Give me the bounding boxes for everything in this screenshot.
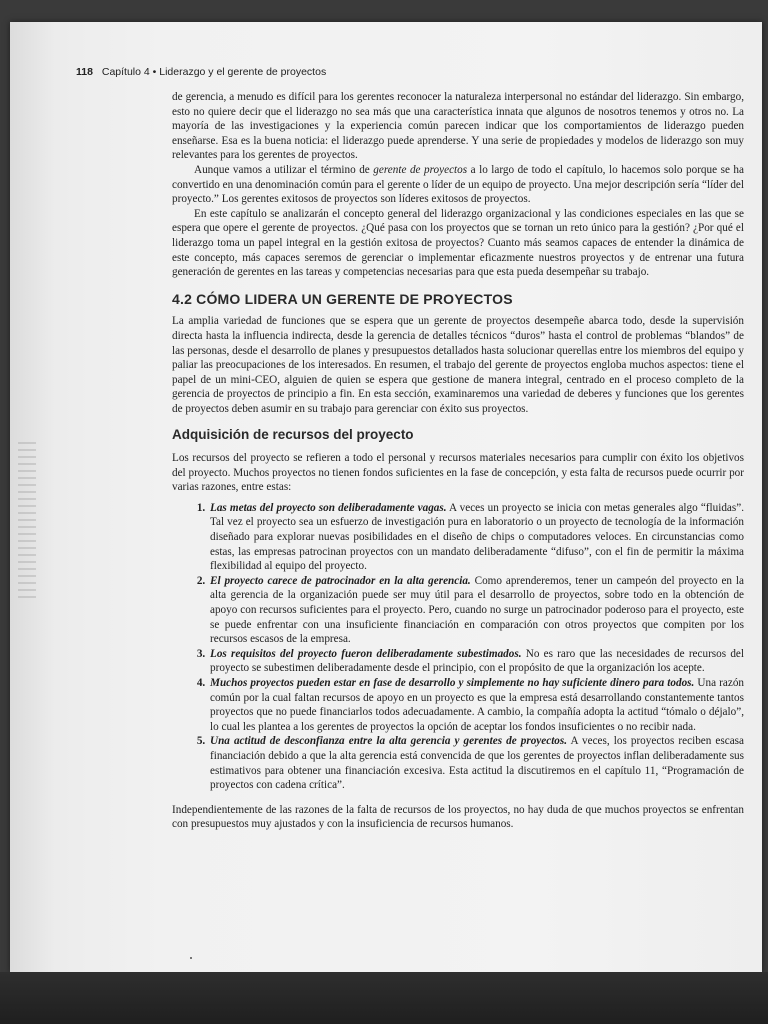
section-paragraph: La amplia variedad de funciones que se espera que un gerente de proyectos desempeñe abarca todo, desde la supervisión directa hasta la influencia indirecta, desde la gerencia de detalles técnicos “duros” hasta el control de problemas “blandos” de las personas, desde el desarrollo de planes y presupuestos detallados hasta solucionar querellas entre los miembros del equipo y paliar las preocupaciones de los interesados. En resumen, el trabajo del gerente de proyectos engloba muchos aspectos: tiene el papel de un mini-CEO, alguien de quien se espera que gestione de manera integral, centrado en el proceso completo de la gerencia de proyectos de principio a fin. En esta sección, examinaremos una variedad de deberes y funciones que los gerentes de proyectos deben asumir en su trabajo para gerenciar con éxito sus proyectos. <box>172 315 744 415</box>
list-item <box>208 676 744 734</box>
list-item-body: Como aprenderemos, tener un campeón del proyecto en la alta gerencia de la organización puede ser muy útil para el desarrollo de proyectos, sobre todo en la obtención de apoyo con recursos suficientes para el proyecto. Pero, cuando no surge un patrocinador poderoso para el proyecto, este se puede enfrentar con una insuficiente financiación en comparación con otros proyectos que compiten por los recursos escasos de la empresa. <box>210 574 744 646</box>
ink-speck <box>190 957 192 959</box>
book-page <box>10 22 762 972</box>
page-number: 118 <box>76 66 93 78</box>
list-item-heading: Una actitud de desconfianza entre la alta gerencia y gerentes de proyectos. <box>210 735 568 748</box>
list-item <box>208 647 744 676</box>
list-item <box>208 501 744 574</box>
closing-paragraph: Independientemente de las razones de la falta de recursos de los proyectos, no hay duda de que muchos proyectos se enfrentan con presupuestos muy ajustados y con la insuficiencia de recursos humanos. <box>172 803 744 831</box>
list-item-heading: Muchos proyectos pueden estar en fase de desarrollo y simplemente no hay suficiente dinero para todos. <box>210 676 695 689</box>
list-item-body: A veces un proyecto se inicia con metas generales algo “fluidas”. Tal vez el proyecto sea un esfuerzo de investigación pura en laboratorio o un proyecto de tecnología de la información diseñado para explorar nuevas posibilidades en el diseño de chips o computadores veloces. En circunstancias como estas, las empresas patrocinan proyectos con un mandato deliberadamente “difuso”, con el fin de permitir la máxima flexibilidad al equipo del proyecto. <box>210 501 744 573</box>
intro-paragraph-3: En este capítulo se analizarán el concepto general del liderazgo organizacional y las condiciones especiales en las que se espera que opere el gerente de proyectos. ¿Qué pasa con los proyectos que se tornan un reto único para la gestión? ¿Por qué el liderazgo toma un papel integral en la gestión exitosa de proyectos? Cuanto más seamos capaces de entender la dinámica de este concepto, más capaces seremos de gerenciar o implementar eficazmente nuestros proyectos y de entrenar una futura generación de gerentes en las tareas y competencias necesarias para que esta pueda desempeñar su trabajo. <box>172 207 744 279</box>
reasons-list <box>172 501 744 793</box>
list-item-heading: Las metas del proyecto son deliberadamente vagas. <box>210 501 447 514</box>
running-title: Capítulo 4 • Liderazgo y el gerente de proyectos <box>101 66 327 78</box>
subsection-paragraph: Los recursos del proyecto se refieren a todo el personal y recursos materiales necesarios para cumplir con éxito los objetivos del proyecto. Muchos proyectos no tienen fondos suficientes en la fase de concepción, y esta falta de recursos puede ocurrir por varias razones, entre estas: <box>172 452 744 494</box>
list-item <box>208 574 744 647</box>
intro-p2-text: Aunque vamos a utilizar el término de <box>194 163 374 176</box>
intro-p2-text-end: a lo largo de todo el capítulo, lo hacemos solo porque se ha convertido en una denominación común para el gerente o líder de un equipo de proyecto. Una mejor descripción sería “líder del proyecto.” Los gerentes exitosos de proyectos son líderes exitosos de proyectos. <box>172 163 744 206</box>
list-item-heading: El proyecto carece de patrocinador en la alta gerencia. <box>210 574 471 587</box>
list-item-body: No es raro que las necesidades de recursos del proyecto se subestimen deliberadamente desde el principio, con el propósito de que la organización los acepte. <box>210 647 744 675</box>
list-item-body: A veces, los proyectos reciben escasa financiación debido a que la alta gerencia está convencida de que los gerentes de proyectos inflan deliberadamente sus estimativos para obtener una financiación excesiva. Esta actitud la discutiremos en el capítulo 11, “Programación de proyectos con cadena crítica”. <box>210 735 744 792</box>
page-body <box>172 90 744 832</box>
intro-p2-italic-term: gerente de proyectos <box>373 163 468 176</box>
running-header <box>76 66 326 78</box>
scanner-background <box>0 972 768 1024</box>
list-item <box>208 734 744 792</box>
intro-paragraph-2 <box>172 163 744 207</box>
bleed-through-marks <box>18 442 36 602</box>
list-item-body: Una razón común por la cual faltan recursos de apoyo en un proyecto es que la empresa está desarrollando constantemente tantos proyectos que no puede financiarlos todos adecuadamente. A cambio, la compañía adopta la actitud “tómalo o déjalo”, lo cual les plantea a los gerentes de proyectos la opción de aceptar los fondos insuficientes o no recibir nada. <box>210 676 745 733</box>
section-heading: 4.2 CÓMO LIDERA UN GERENTE DE PROYECTOS <box>172 290 513 307</box>
intro-paragraph-1: de gerencia, a menudo es difícil para los gerentes reconocer la naturaleza interpersonal no estándar del liderazgo. Sin embargo, esto no quiere decir que el liderazgo no sea más que una característica innata que algunos de nosotros tenemos y otros no. La mayoría de las investigaciones y la experiencia común parecen indicar que los comportamientos de liderazgo pueden enseñarse. Esa es la buena noticia: el liderazgo puede aprenderse. Y una serie de propiedades y modelos de liderazgo son muy relevantes para los gerentes de proyectos. <box>172 91 744 162</box>
subsection-heading: Adquisición de recursos del proyecto <box>172 427 414 443</box>
list-item-heading: Los requisitos del proyecto fueron deliberadamente subestimados. <box>210 647 522 660</box>
